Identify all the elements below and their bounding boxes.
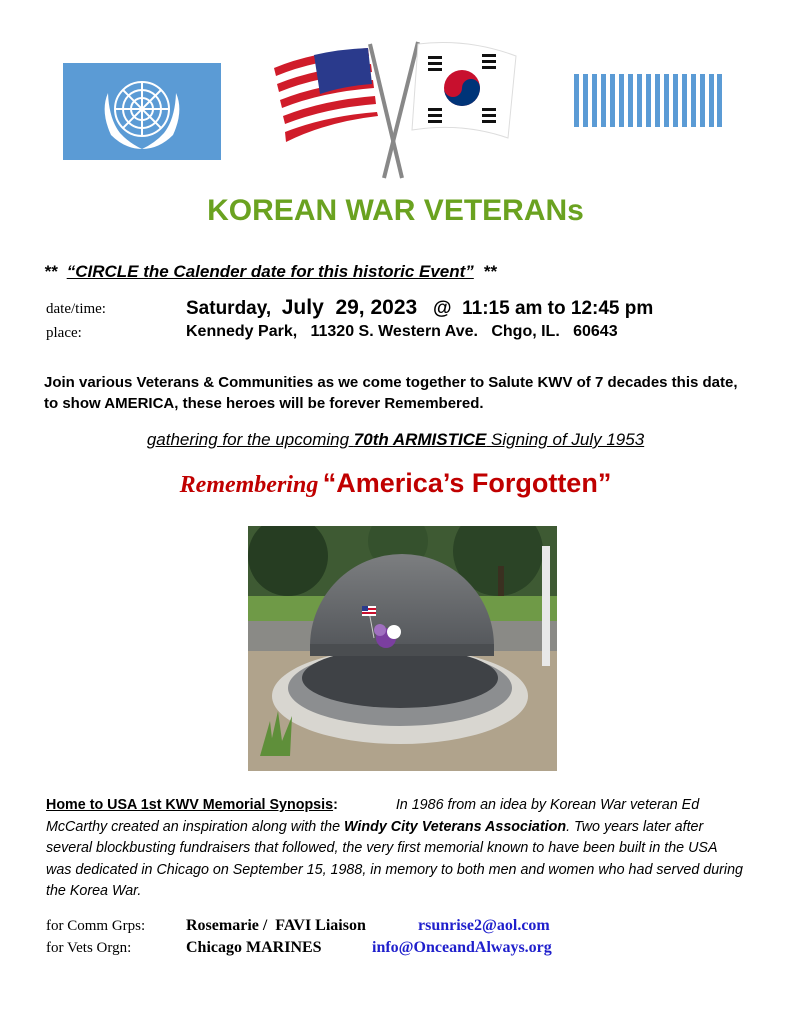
contact-email-comm[interactable]: rsunrise2@aol.com (418, 917, 550, 934)
gathering-armistice: 70th ARMISTICE (353, 430, 487, 449)
synopsis-heading: Home to USA 1st KWV Memorial Synopsis (46, 797, 334, 813)
un-flag-icon (63, 63, 221, 160)
contact-label-vets: for Vets Orgn: (46, 940, 132, 956)
circle-text: “CIRCLE the Calender date for this historic Event” (66, 262, 474, 281)
crossed-flags-icon (272, 38, 522, 180)
page-title: KOREAN WAR VETERANs (207, 194, 584, 227)
contact-label-comm: for Comm Grps: (46, 918, 146, 934)
place-label: place: (46, 325, 82, 341)
event-time: @ 11:15 am to 12:45 pm (433, 298, 654, 319)
memorial-photo (248, 526, 557, 771)
event-day: Saturday, (186, 298, 272, 319)
circle-date-note (44, 262, 497, 282)
us-flag-icon (274, 48, 378, 142)
contact-name-vets: Chicago MARINES (186, 939, 322, 956)
join-paragraph: Join various Veterans & Communities as we come together to Salute KWV of 7 decades this date, to show AMERICA, these heroes will be forever Remembered. (44, 374, 738, 412)
contact-email-vets[interactable]: info@OnceandAlways.org (372, 939, 552, 956)
synopsis-part2: . Two years later after several blockbusting fundraisers that followed, the very first memorial known to have been built in the USA was dedicated in Chicago on September 15, 1988, in memory to both men and women who had served during the Korea War. (46, 818, 743, 899)
circle-prefix: ** (44, 262, 67, 281)
date-time-value (186, 296, 653, 320)
remembering-heading (0, 468, 791, 499)
place-value: Kennedy Park, 11320 S. Western Ave. Chgo, IL. 60643 (186, 323, 618, 340)
synopsis-colon: : (333, 797, 338, 813)
remembering-word: Remembering (179, 472, 319, 498)
un-service-ribbon-icon (574, 74, 722, 127)
gathering-line (0, 430, 791, 450)
synopsis-org: Windy City Veterans Association (344, 818, 567, 835)
circle-suffix: ** (473, 262, 497, 281)
gathering-post: Signing of July 1953 (486, 430, 645, 449)
event-date: July 29, 2023 (281, 296, 418, 319)
contact-name-comm: Rosemarie / FAVI Liaison (186, 917, 366, 934)
south-korea-flag-icon (412, 43, 516, 139)
synopsis-part1: In 1986 from an idea by Korean War veteran Ed McCarthy created an inspiration along with the (46, 797, 700, 835)
synopsis-paragraph (46, 795, 746, 903)
date-time-label: date/time: (46, 301, 106, 317)
gathering-pre: gathering for the upcoming (146, 430, 354, 449)
americas-forgotten: “America’s Forgotten” (322, 468, 612, 498)
